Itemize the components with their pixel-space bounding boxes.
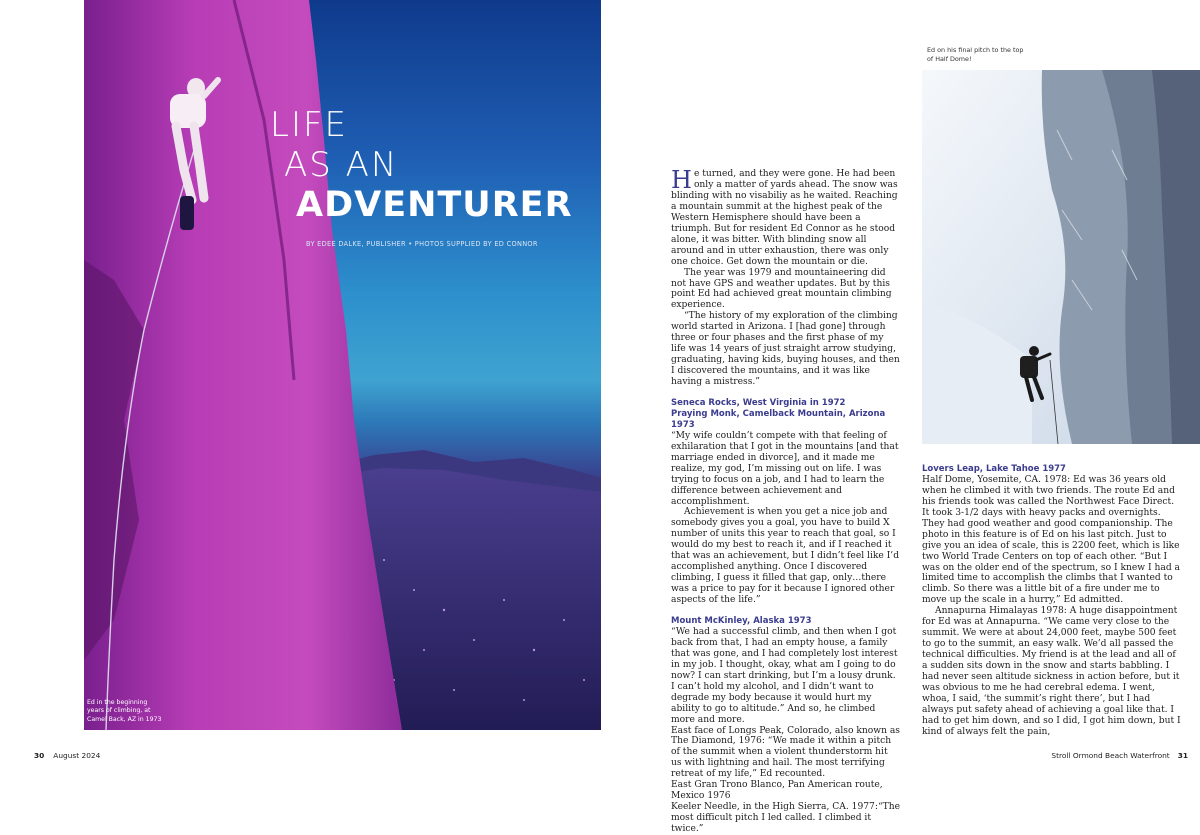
publication-name: Stroll Ormond Beach Waterfront bbox=[1051, 751, 1170, 760]
footer-left bbox=[34, 751, 100, 760]
issue-date: August 2024 bbox=[53, 751, 101, 760]
article-title bbox=[268, 105, 573, 225]
title-line-3: ADVENTURER bbox=[296, 185, 573, 225]
section-heading: Mount McKinley, Alaska 1973 bbox=[671, 616, 812, 627]
article-paragraph: Half Dome, Yosemite, CA. 1978: Ed was 36 years old when he climbed it with two friends. The route Ed and his friends took was called the Northwest Face Direct. It took 3-1/2 days with heavy packs and overnights. They had good weather and good companionship. The photo in this feature is of Ed on his last pitch. Just to give you an idea of scale, this is 2200 feet, which is like two World Trade Centers on top of each other. “But I was on the older end of the spectrum, so I knew I had a limited time to accomplish the climbs that I wanted to climb. So there was a little bit of a fire under me to move up the scale in a hurry,” Ed admitted. bbox=[922, 474, 1180, 606]
page-number-left: 30 bbox=[34, 751, 45, 760]
article-paragraph: The year was 1979 and mountaineering did not have GPS and weather updates. But by this point Ed had achieved great mountain climbing experience. bbox=[671, 267, 892, 311]
article-paragraph: East face of Longs Peak, Colorado, also known as The Diamond, 1976: “We made it within a pitch of the summit when a violent thunderstorm hit us with lightning and hail. The most terrifying retreat of my life,” Ed recounted. bbox=[671, 725, 900, 780]
article-paragraph: East Gran Trono Blanco, Pan American route, Mexico 1976 bbox=[671, 780, 883, 802]
article-column-2 bbox=[922, 464, 1184, 738]
article-paragraph: “We had a successful climb, and then when I got back from that, I had an empty house, a family that was gone, and I had completely lost interest in my job. I thought, okay, what am I going to do now? I can start drinking, but I’m a lousy drunk. I can’t hold my alcohol, and I didn’t want to degrade my body because it would hurt my ability to go to altitude.” And so, he climbed more and more. bbox=[671, 626, 898, 725]
byline: BY EDEE DALKE, PUBLISHER • PHOTOS SUPPLIED BY ED CONNOR bbox=[306, 240, 538, 248]
side-photo bbox=[922, 70, 1200, 444]
article-paragraph: He turned, and they were gone. He had been only a matter of yards ahead. The snow was blinding with no visabiliy as he waited. Reaching a mountain summit at the highest peak of the Western Hemisphere should have been a triumph. But for resident Ed Connor as he stood alone, it was bitter. With blinding snow all around and in utter exhaustion, there was only one choice. Get down the mountain or die. bbox=[671, 166, 898, 267]
drop-cap: H bbox=[671, 166, 692, 194]
footer-right bbox=[1051, 751, 1188, 760]
article-paragraph: “My wife couldn’t compete with that feeling of exhilaration that I got in the mountains [and that marriage ended in divorce], and it made me realize, my god, I’m missing out on life. I was trying to focus on a job, and I had to learn the difference between achievement and accomplishment. bbox=[671, 430, 899, 507]
article-paragraph: “The history of my exploration of the climbing world started in Arizona. I [had gone] through three or four phases and the first phase of my life was 14 years of just straight arrow studying, graduating, having kids, buying houses, and then I discovered the mountains, and it was like having a mistress.” bbox=[671, 311, 900, 388]
title-line-1: LIFE bbox=[270, 105, 349, 145]
article-column-1 bbox=[671, 166, 901, 835]
side-caption: Ed on his final pitch to the top of Half Dome! bbox=[927, 46, 1024, 63]
article-paragraph: Achievement is when you get a nice job and somebody gives you a goal, you have to build X number of units this year to reach that goal, so I would do my best to reach it, and if I reached it that was an achievement, but I didn’t feel like I’d accomplished anything. Once I discovered climbing, I guess it filled that gap, only…there was a price to pay for it because I ignored other aspects of the life.” bbox=[671, 507, 900, 606]
hero-caption: Ed in the beginning years of climbing, at Camel Back, AZ in 1973 bbox=[87, 699, 162, 723]
title-line-2: AS AN bbox=[284, 145, 399, 185]
article-paragraph: Annapurna Himalayas 1978: A huge disappointment for Ed was at Annapurna. “We came very close to the summit. We were at about 24,000 feet, maybe 500 feet to go to the summit, an easy walk. We’d all passed the technical difficulties. My friend is at the lead and all of a sudden sits down in the snow and starts babbling. I had never seen altitude sickness in action before, but it was obvious to me he had cerebral edema. I went, whoa, I said, ‘the summit’s right there’, but I had always put safety ahead of achieving a goal like that. I had to get him down, and so I did, I got him down, but I kind of always felt the pain, bbox=[922, 606, 1181, 737]
section-heading: Seneca Rocks, West Virginia in 1972 bbox=[671, 398, 846, 409]
half-dome-illustration bbox=[922, 70, 1200, 444]
section-heading: Praying Monk, Camelback Mountain, Arizona 1973 bbox=[671, 408, 886, 430]
section-heading: Lovers Leap, Lake Tahoe 1977 bbox=[922, 464, 1066, 474]
page-number-right: 31 bbox=[1177, 751, 1188, 760]
article-paragraph: Keeler Needle, in the High Sierra, CA. 1977:“The most difficult pitch I led called. I climbed it twice.” bbox=[671, 802, 900, 835]
